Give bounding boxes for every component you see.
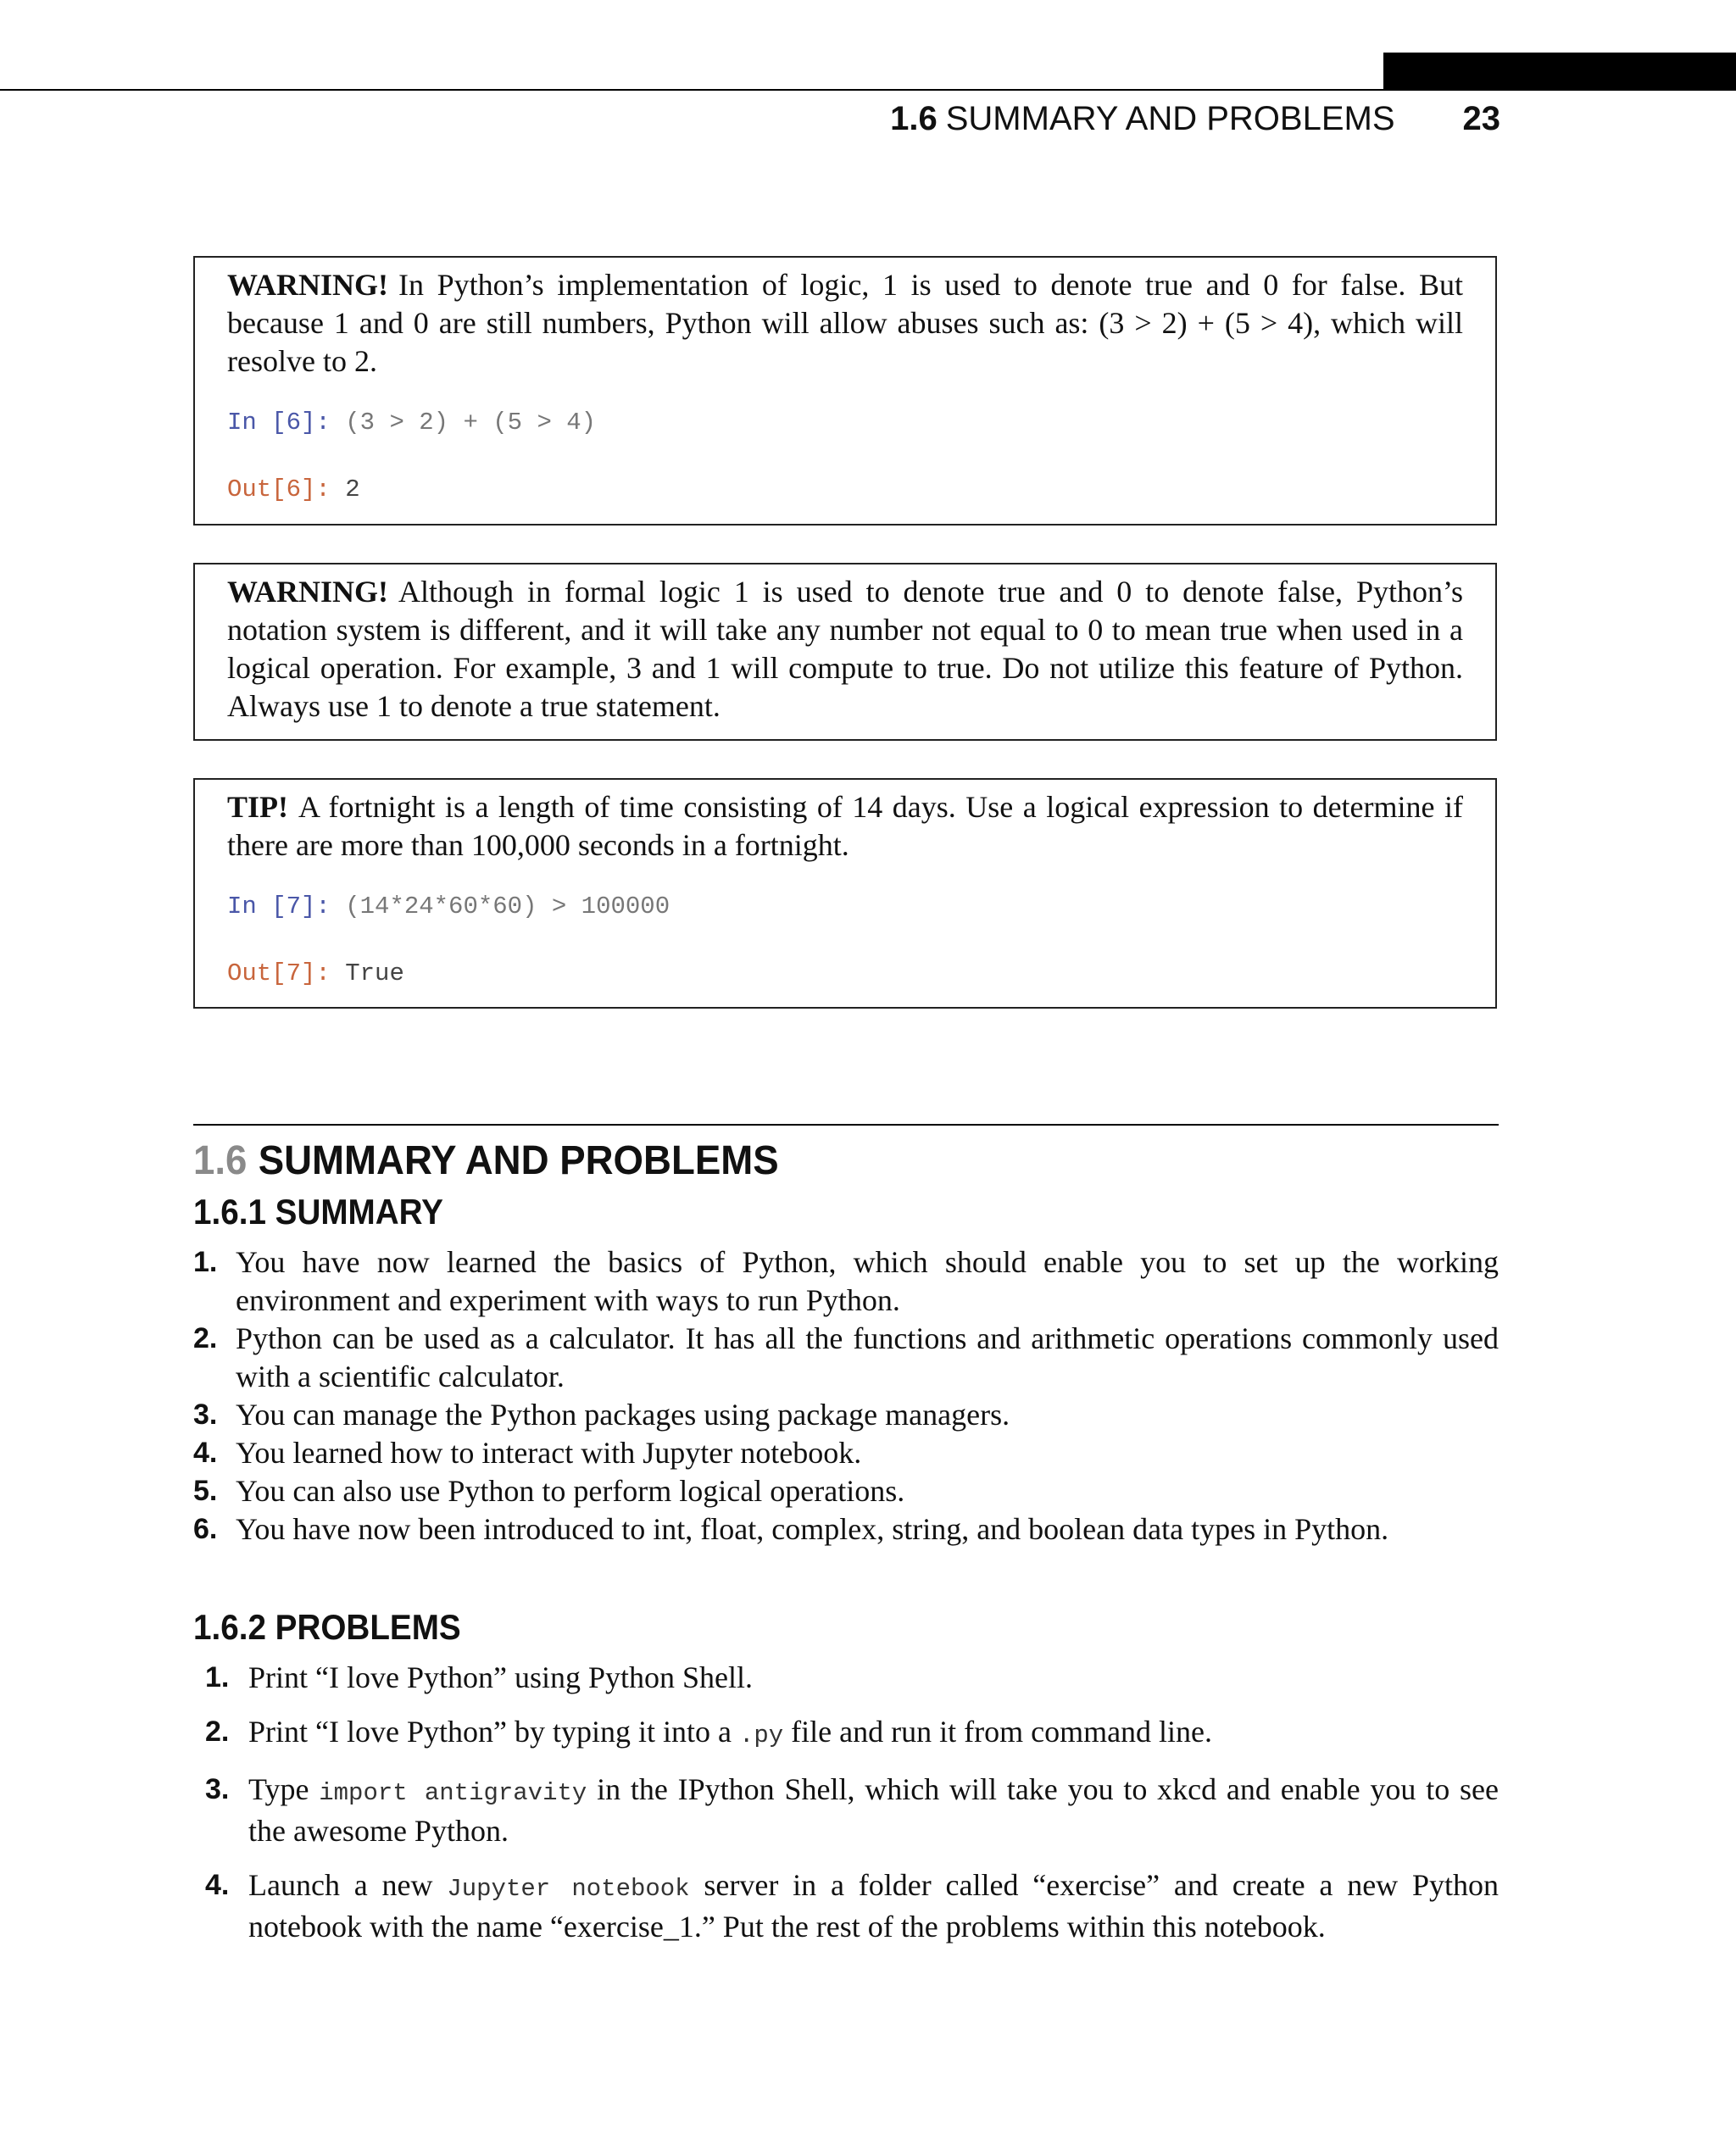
input-prompt: In [6]: xyxy=(227,409,331,437)
box-label: WARNING! xyxy=(227,268,389,302)
header-tab-bar xyxy=(1383,53,1736,90)
list-item: 2. Python can be used as a calculator. It has all the functions and arithmetic operations commonly used with a scientific calculator. xyxy=(193,1321,1499,1393)
list-item: 2. Print “I love Python” by typing it into a .py file and run it from command line. xyxy=(205,1715,1213,1749)
list-item: 4. You learned how to interact with Jupyter notebook. xyxy=(193,1436,862,1470)
running-head xyxy=(763,93,1500,144)
page-number: 23 xyxy=(1462,100,1500,137)
inline-code: import antigravity xyxy=(319,1779,587,1807)
list-item: 6. You have now been introduced to int, float, complex, string, and boolean data types in Python. xyxy=(193,1512,1389,1546)
inline-code: .py xyxy=(738,1721,784,1749)
box-text: WARNING! Although in formal logic 1 is used to denote true and 0 to denote false, Python’s notation system is different, and it will take any number not equal to 0 to mean true when used in a logical operation. For example, 3 and 1 will compute to true. Do not utilize this feature of Python. Always use 1 to denote a true statement. xyxy=(227,575,1463,723)
list-item: 3. Type import antigravity in the IPython Shell, which will take you to xkcd and enable you to see the awesome Python. xyxy=(205,1772,1499,1848)
running-head-title: SUMMARY AND PROBLEMS xyxy=(945,100,1395,137)
warning-box-1 xyxy=(193,256,1497,526)
list-item: 1. Print “I love Python” using Python Shell. xyxy=(205,1660,754,1694)
box-text: WARNING! In Python’s implementation of logic, 1 is used to denote true and 0 for false. But because 1 and 0 are still numbers, Python will allow abuses such as: (3 > 2) + (5 > 4), which will resolve to 2. xyxy=(227,268,1463,378)
input-prompt: In [7]: xyxy=(227,893,331,920)
code-input: In [6]: (3 > 2) + (5 > 4) xyxy=(227,409,597,437)
output-prompt: Out[7]: xyxy=(227,959,331,987)
section-rule xyxy=(193,1124,1499,1126)
box-label: TIP! xyxy=(227,790,288,824)
code-output: Out[6]: 2 xyxy=(227,475,360,503)
box-text: TIP! A fortnight is a length of time consisting of 14 days. Use a logical expression to determine if there are more than 100,000 seconds in a fortnight. xyxy=(227,790,1463,862)
section-number: 1.6 xyxy=(193,1138,248,1183)
warning-box-2 xyxy=(193,563,1497,741)
problems-list xyxy=(193,1659,1499,1962)
summary-list xyxy=(193,1243,1499,1549)
list-item: 5. You can also use Python to perform logical operations. xyxy=(193,1474,905,1508)
problems-title: 1.6.2 PROBLEMS xyxy=(193,1607,461,1647)
inline-code: Jupyter notebook xyxy=(447,1875,690,1903)
list-item: 3. You can manage the Python packages using package managers. xyxy=(193,1398,1010,1432)
summary-title: 1.6.1 SUMMARY xyxy=(193,1192,443,1232)
section-title: 1.6 SUMMARY AND PROBLEMS xyxy=(193,1138,779,1183)
code-input: In [7]: (14*24*60*60) > 100000 xyxy=(227,893,670,920)
running-head-number: 1.6 xyxy=(890,100,938,137)
output-prompt: Out[6]: xyxy=(227,475,331,503)
list-item: 4. Launch a new Jupyter notebook server in a folder called “exercise” and create a new Python notebook with the name “exercise_1.” Put the rest of the problems within this notebook. xyxy=(205,1868,1500,1944)
tip-box xyxy=(193,778,1497,1009)
box-label: WARNING! xyxy=(227,575,389,609)
code-output: Out[7]: True xyxy=(227,959,404,987)
list-item: 1. You have now learned the basics of Python, which should enable you to set up the working environment and experiment with ways to run Python. xyxy=(193,1245,1499,1317)
